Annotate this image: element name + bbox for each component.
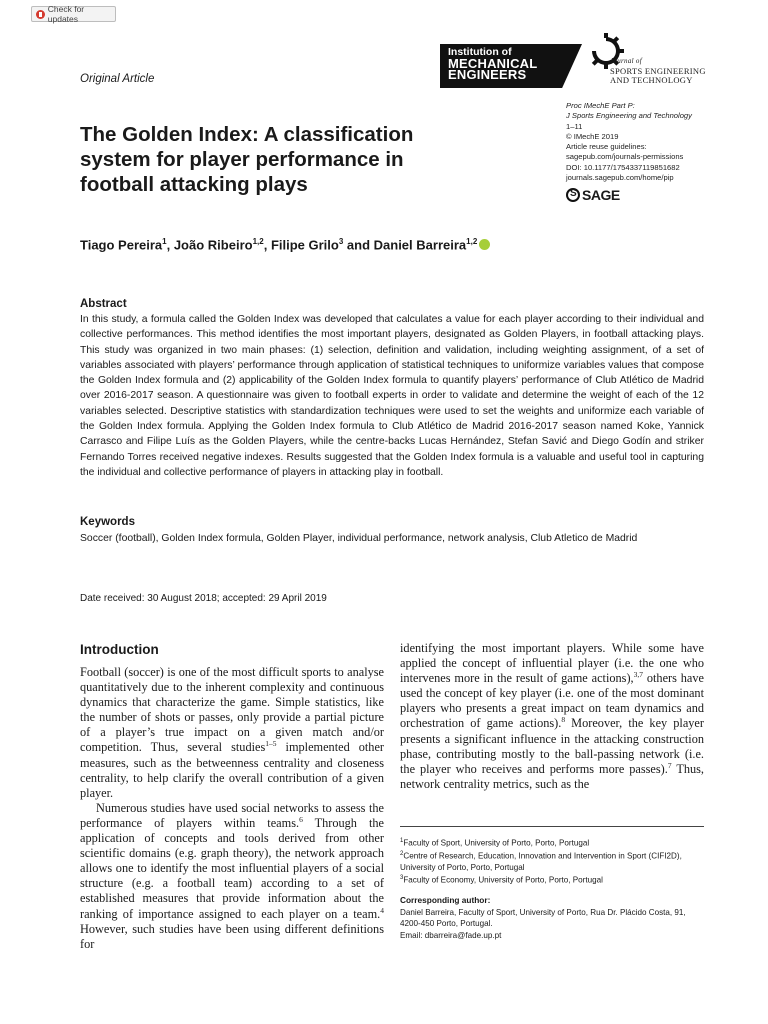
page-range: 1–11 [566,121,583,131]
affiliation-number: 1 [400,838,404,844]
body-column-right [400,641,704,792]
corresponding-author [400,907,704,941]
imeche-logo-line2: MECHANICAL [448,56,538,71]
author-name: Daniel Barreira [373,237,467,253]
orcid-icon[interactable] [479,239,490,250]
journal-full-name: J Sports Engineering and Technology [566,111,692,121]
journal-logo-prefix: Journal of [610,57,642,65]
corresponding-author-address: Daniel Barreira, Faculty of Sport, University of Porto, Rua Dr. Plácido Costa, 91, 4200-450 Porto, Portugal. [400,908,686,929]
paragraph-text: Moreover, the key player presents a significant influence in the attacking construction phase, contributing mostly to the ball-passing network (i.e. the player who receives and performs more passes). [400,716,704,776]
article-metadata [566,101,692,183]
corresponding-author-email[interactable]: Email: dbarreira@fade.up.pt [400,930,502,940]
citation-ref[interactable]: 1–5 [265,739,277,749]
paragraph-text: others have used the concept of key player (i.e. one of the most dominant players who presents a great impact on team dynamics and orchestration of game actions). [400,671,704,731]
citation-ref[interactable]: 3,7 [633,670,643,680]
dates-received: Date received: 30 August 2018; accepted: 29 April 2019 [80,593,327,604]
abstract-heading: Abstract [80,298,127,310]
author-affiliation: 1 [162,237,167,246]
sage-s-icon [566,188,580,202]
author-affiliation: 3 [338,237,344,246]
body-column-left [80,665,384,952]
paragraph-text: Thus, network centrality metrics, such as the [400,761,704,791]
check-for-updates-badge[interactable] [31,6,116,22]
keywords-text: Soccer (football), Golden Index formula, Golden Player, individual performance, network analysis, Club Atletico de Madrid [80,533,638,544]
paragraph-text: implemented other measures, such as the betweenness centrality and closeness centrality, to help clarify the overall contribution of a given player. [80,740,384,800]
paragraph-text: Through the application of concepts and tools derived from other scientific domains (e.g. graph theory), the network approach allows one to identify the most influential players of a social structure (e.g. a football team) according to a set of established measures that provide information about the ranking of importance assigned to each player on a team. [80,815,384,921]
sage-logo-text: SAGE [582,187,620,203]
affiliation-item [400,849,704,873]
affiliation-text: Faculty of Economy, University of Porto, Porto, Portugal [403,875,603,885]
citation-ref[interactable]: 7 [667,760,672,770]
affiliation-text: Centre of Research, Education, Innovation and Intervention in Sport (CIFI2D), University of Porto, Porto, Portugal [400,851,682,872]
imeche-logo-line1: Institution of [448,46,512,58]
author-list [80,237,490,252]
citation-ref[interactable]: 6 [299,814,303,824]
copyright: © IMechE 2019 [566,131,619,141]
doi-link[interactable]: DOI: 10.1177/1754337119851682 [566,162,680,172]
imeche-logo-line3: ENGINEERS [448,67,527,82]
journal-home-link[interactable]: journals.sagepub.com/home/pip [566,173,674,183]
sage-logo [566,187,620,203]
footnote-divider [400,826,704,827]
check-for-updates-label: Check for updates [47,4,85,24]
article-type: Original Article [80,73,155,85]
paper-title: The Golden Index: A classification system for player performance in football attacking plays [80,123,414,196]
journal-part: Proc IMechE Part P: [566,101,635,110]
journal-logo-text [610,57,706,86]
crossmark-icon [36,10,45,19]
affiliation-text: Faculty of Sport, University of Porto, Porto, Portugal [403,838,590,848]
paragraph-text: However, such studies have been using different definitions for [80,921,384,951]
author-affiliation: 1,2 [466,237,478,246]
corresponding-author-heading: Corresponding author: [400,895,491,905]
citation-ref[interactable]: 8 [561,715,566,725]
author-name: Tiago Pereira [80,237,163,253]
affiliation-number: 3 [400,874,404,881]
author-separator: , [166,237,174,253]
paragraph [80,801,384,952]
abstract-text: In this study, a formula called the Golden Index was developed that calculates a value for each player according to their individual and collective performances. This method identifies the most important players, designated as Golden Players, in football attacking plays. This study was organized in two main phases: (1) selection, definition and validation, including weighting assignment, of a set of variables associated with players’ performance through application of statistical techniques to uniformize variables values that compose the Golden Index formula and (2) applicability of the Golden Index formula to quantify players’ performance of Club Atlético de Madrid over 2016-2017 season. A questionnaire was given to football experts in order to validate and determine the weight of each of the 12 variables selected. Descriptive statistics with standardization techniques were used to set the weights and uniformize each variable of the Golden Index formula. Applying the Golden Index formula to Club Atlético de Madrid 2016-2017 season named Koke, Yannick Carrasco and Filipe Luís as the Golden Players, while the centre-backs Lucas Hernández, Stefan Savić and Diego Godín and striker Fernando Torres received negative indexes. Results suggested that the Golden Index formula is a valuable and useful tool in capturing the individual and collective performance of players in attacking play in football. [80,314,704,478]
paragraph-text: identifying the most important players. While some have applied the concept of influential player (i.e. the one who intervenes more in the result of game actions), [400,641,704,686]
author-separator: , [263,237,271,253]
journal-logo-line2: AND TECHNOLOGY [610,75,693,85]
paragraph-text: Numerous studies have used social networks to assess the performance of players within teams. [80,800,384,830]
author-name: João Ribeiro [173,237,253,253]
author-affiliation: 1,2 [252,237,264,246]
author-separator: and [343,237,374,253]
imeche-logo [448,47,537,80]
journal-logo-line1: SPORTS ENGINEERING [610,65,706,76]
paragraph-text: Football (soccer) is one of the most difficult sports to analyse quantitatively due to the inherent complexity and continuous dynamics that characterize the game. Simple statistics, like the number of shots or passes, only provide a partial picture of a player’s true impact on a given match and/or competition. Thus, several studies [80,665,384,755]
affiliations [400,836,704,886]
citation-ref[interactable]: 4 [380,905,384,915]
keywords-heading: Keywords [80,516,135,528]
affiliation-number: 2 [400,850,404,857]
affiliation-item [400,836,704,849]
reuse-guidelines-label: Article reuse guidelines: [566,142,647,152]
introduction-heading: Introduction [80,642,159,657]
affiliation-item [400,873,704,886]
reuse-url-link[interactable]: sagepub.com/journals-permissions [566,152,684,162]
paragraph [80,665,384,801]
author-name: Filipe Grilo [270,237,339,253]
